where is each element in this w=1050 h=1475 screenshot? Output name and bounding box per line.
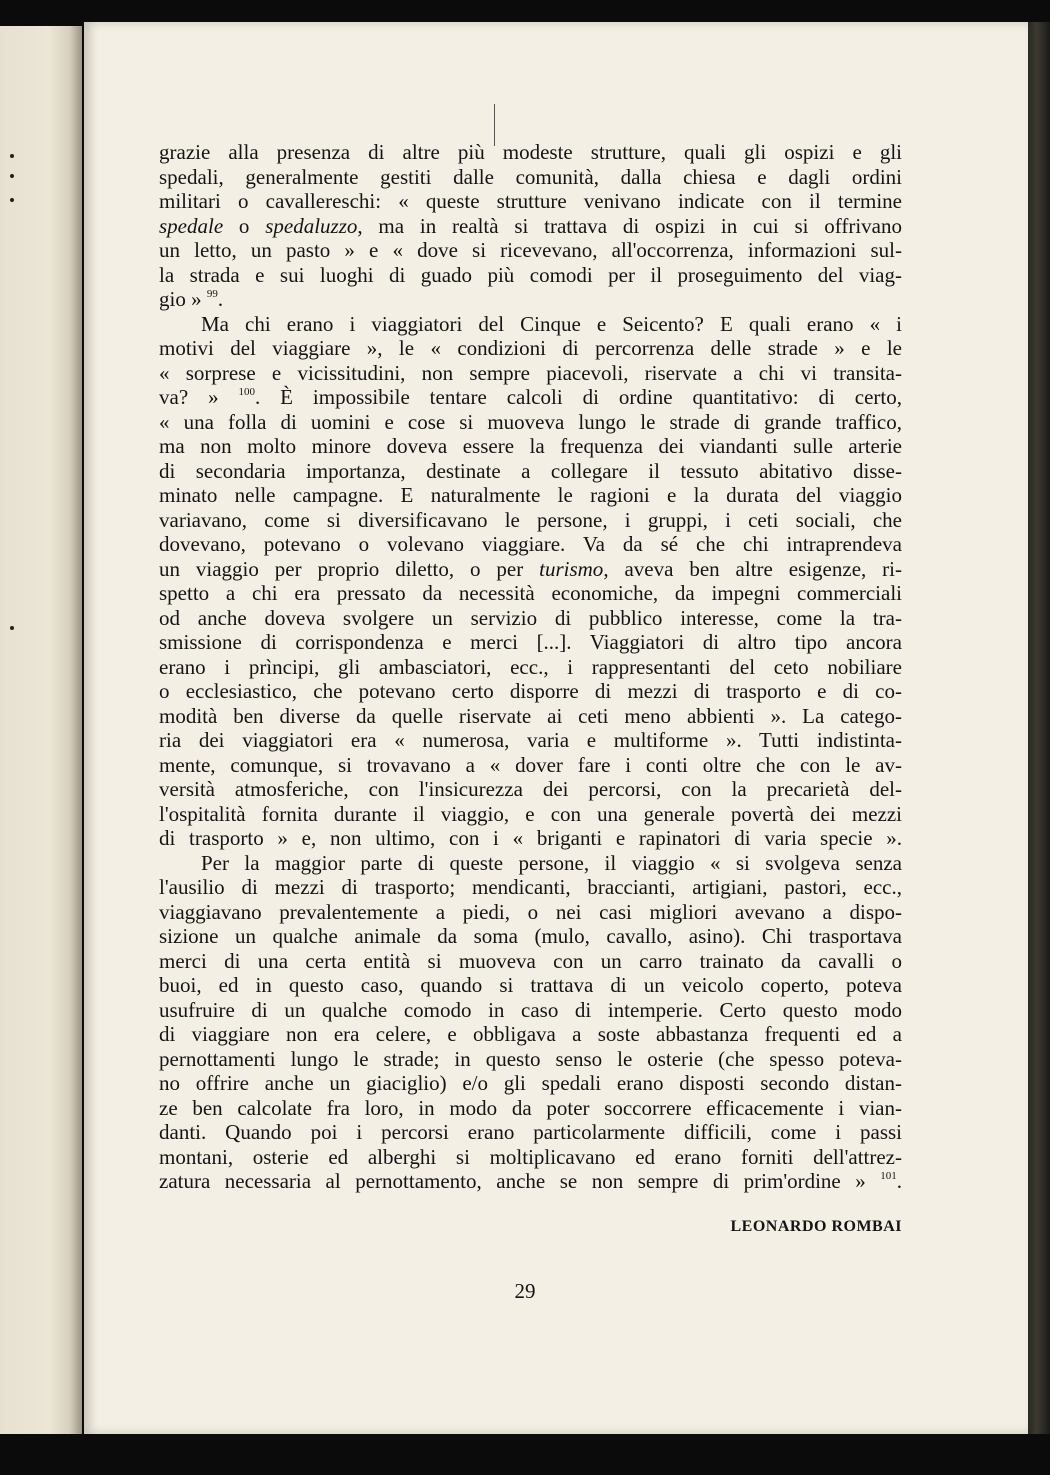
text-line: modità ben diverse da quelle riservate ai ceti meno abbienti ». La catego- bbox=[159, 703, 902, 728]
text-line: di trasporto » e, non ultimo, con i « briganti e rapinatori di varia specie ». bbox=[159, 826, 902, 850]
margin-mark bbox=[10, 174, 14, 178]
text-line: un viaggio per proprio diletto, o per turismo, aveva ben altre esigenze, ri- bbox=[159, 556, 902, 581]
text-line: versità atmosferiche, con l'insicurezza dei percorsi, con la precarietà del- bbox=[159, 777, 902, 801]
page-stack-edge bbox=[1028, 22, 1050, 1434]
text-line: dovevano, potevano o volevano viaggiare. Va da sé che chi intraprendeva bbox=[159, 532, 902, 556]
text-line: Per la maggior parte di queste persone, il viaggio « si svolgeva senza bbox=[201, 850, 902, 875]
text-line: spedale o spedaluzzo, ma in realtà si trattava di ospizi in cui si offrivano bbox=[159, 213, 902, 238]
text-line: viaggiavano prevalentemente a piedi, o nei casi migliori avevano a dispo- bbox=[159, 899, 902, 924]
text-line: smissione di corrispondenza e merci [...]. Viaggiatori di altro tipo ancora bbox=[159, 630, 902, 654]
margin-mark bbox=[10, 626, 14, 630]
text-line: l'ospitalità fornita durante il viaggio, e con una generale povertà dei mezzi bbox=[159, 801, 902, 826]
text-line: di secondaria importanza, destinate a collegare il tessuto abitativo disse- bbox=[159, 458, 902, 483]
text-line: buoi, ed in questo caso, quando si trattava di un veicolo coperto, poteva bbox=[159, 973, 902, 997]
text-line: grazie alla presenza di altre più modeste strutture, quali gli ospizi e gli bbox=[159, 140, 902, 164]
text-line: o ecclesiastico, che potevano certo disporre di mezzi di trasporto e di co- bbox=[159, 679, 902, 703]
text-line: montani, osterie ed alberghi si moltiplicavano ed erano forniti dell'attrez- bbox=[159, 1144, 902, 1169]
text-line: ze ben calcolate fra loro, in modo da poter soccorrere efficacemente i vian- bbox=[159, 1095, 902, 1120]
text-line: militari o cavallereschi: « queste strutture venivano indicate con il termine bbox=[159, 189, 902, 213]
margin-mark bbox=[10, 154, 14, 158]
text-line: ma non molto minore doveva essere la frequenza dei viandanti sulle arterie bbox=[159, 434, 902, 458]
text-line: spedali, generalmente gestiti dalle comunità, dalla chiesa e dagli ordini bbox=[159, 164, 902, 189]
text-line: variavano, come si diversificavano le persone, i gruppi, i ceti sociali, che bbox=[159, 507, 902, 532]
text-line: danti. Quando poi i percorsi erano particolarmente difficili, come i passi bbox=[159, 1120, 902, 1144]
page-number: 29 bbox=[514, 1279, 536, 1303]
margin-mark bbox=[10, 198, 14, 202]
text-line: va? » $^{100}$. È impossibile tentare calcoli di ordine quantitativo: di certo, bbox=[159, 385, 902, 409]
text-line: gio » $^{99}$. bbox=[159, 287, 224, 311]
text-line: di viaggiare non era celere, e obbligava a soste abbastanza frequenti ed a bbox=[159, 1022, 902, 1046]
text-line: mente, comunque, si trovavano a « dover fare i conti oltre che con le av- bbox=[159, 752, 902, 777]
text-line: ria dei viaggiatori era « numerosa, varia e multiforme ». Tutti indistinta- bbox=[159, 728, 902, 752]
text-line: un letto, un pasto » e « dove si ricevevano, all'occorrenza, informazioni sul- bbox=[159, 238, 902, 262]
author-signature: LEONARDO ROMBAI bbox=[730, 1218, 902, 1235]
text-line: od anche doveva svolgere un servizio di pubblico interesse, come la tra- bbox=[159, 605, 902, 630]
text-line: pernottamenti lungo le strade; in questo senso le osterie (che spesso poteva- bbox=[159, 1046, 902, 1071]
text-line: « una folla di uomini e cose si muoveva lungo le strade di grande traffico, bbox=[159, 409, 902, 434]
text-line: zatura necessaria al pernottamento, anche se non sempre di prim'ordine » $^{101}$. bbox=[159, 1169, 902, 1193]
text-line: spetto a chi era pressato da necessità economiche, da impegni commerciali bbox=[159, 581, 902, 605]
text-line: l'ausilio di mezzi di trasporto; mendicanti, braccianti, artigiani, pastori, ecc., bbox=[159, 875, 902, 899]
text-line: motivi del viaggiare », le « condizioni di percorrenza delle strade » e le bbox=[159, 336, 902, 360]
text-line: Ma chi erano i viaggiatori del Cinque e Seicento? E quali erano « i bbox=[201, 311, 902, 336]
text-line: minato nelle campagne. E naturalmente le ragioni e la durata del viaggio bbox=[159, 483, 902, 507]
text-line: usufruire di un qualche comodo in caso di intemperie. Certo questo modo bbox=[159, 997, 902, 1022]
text-line: merci di una certa entità si muoveva con un carro trainato da cavalli o bbox=[159, 948, 902, 973]
facing-page-edge bbox=[0, 26, 82, 1434]
text-line: sizione un qualche animale da soma (mulo, cavallo, asino). Chi trasportava bbox=[159, 924, 902, 948]
text-line: erano i prìncipi, gli ambasciatori, ecc., i rappresentanti del ceto nobiliare bbox=[159, 654, 902, 679]
text-line: no offrire anche un giaciglio) e/o gli spedali erano disposti secondo distan- bbox=[159, 1071, 902, 1095]
body-text bbox=[159, 140, 902, 1194]
text-line: « sorprese e vicissitudini, non sempre piacevoli, riservate a chi vi transita- bbox=[159, 360, 902, 385]
text-line: la strada e sui luoghi di guado più comodi per il proseguimento del viag- bbox=[159, 262, 902, 287]
